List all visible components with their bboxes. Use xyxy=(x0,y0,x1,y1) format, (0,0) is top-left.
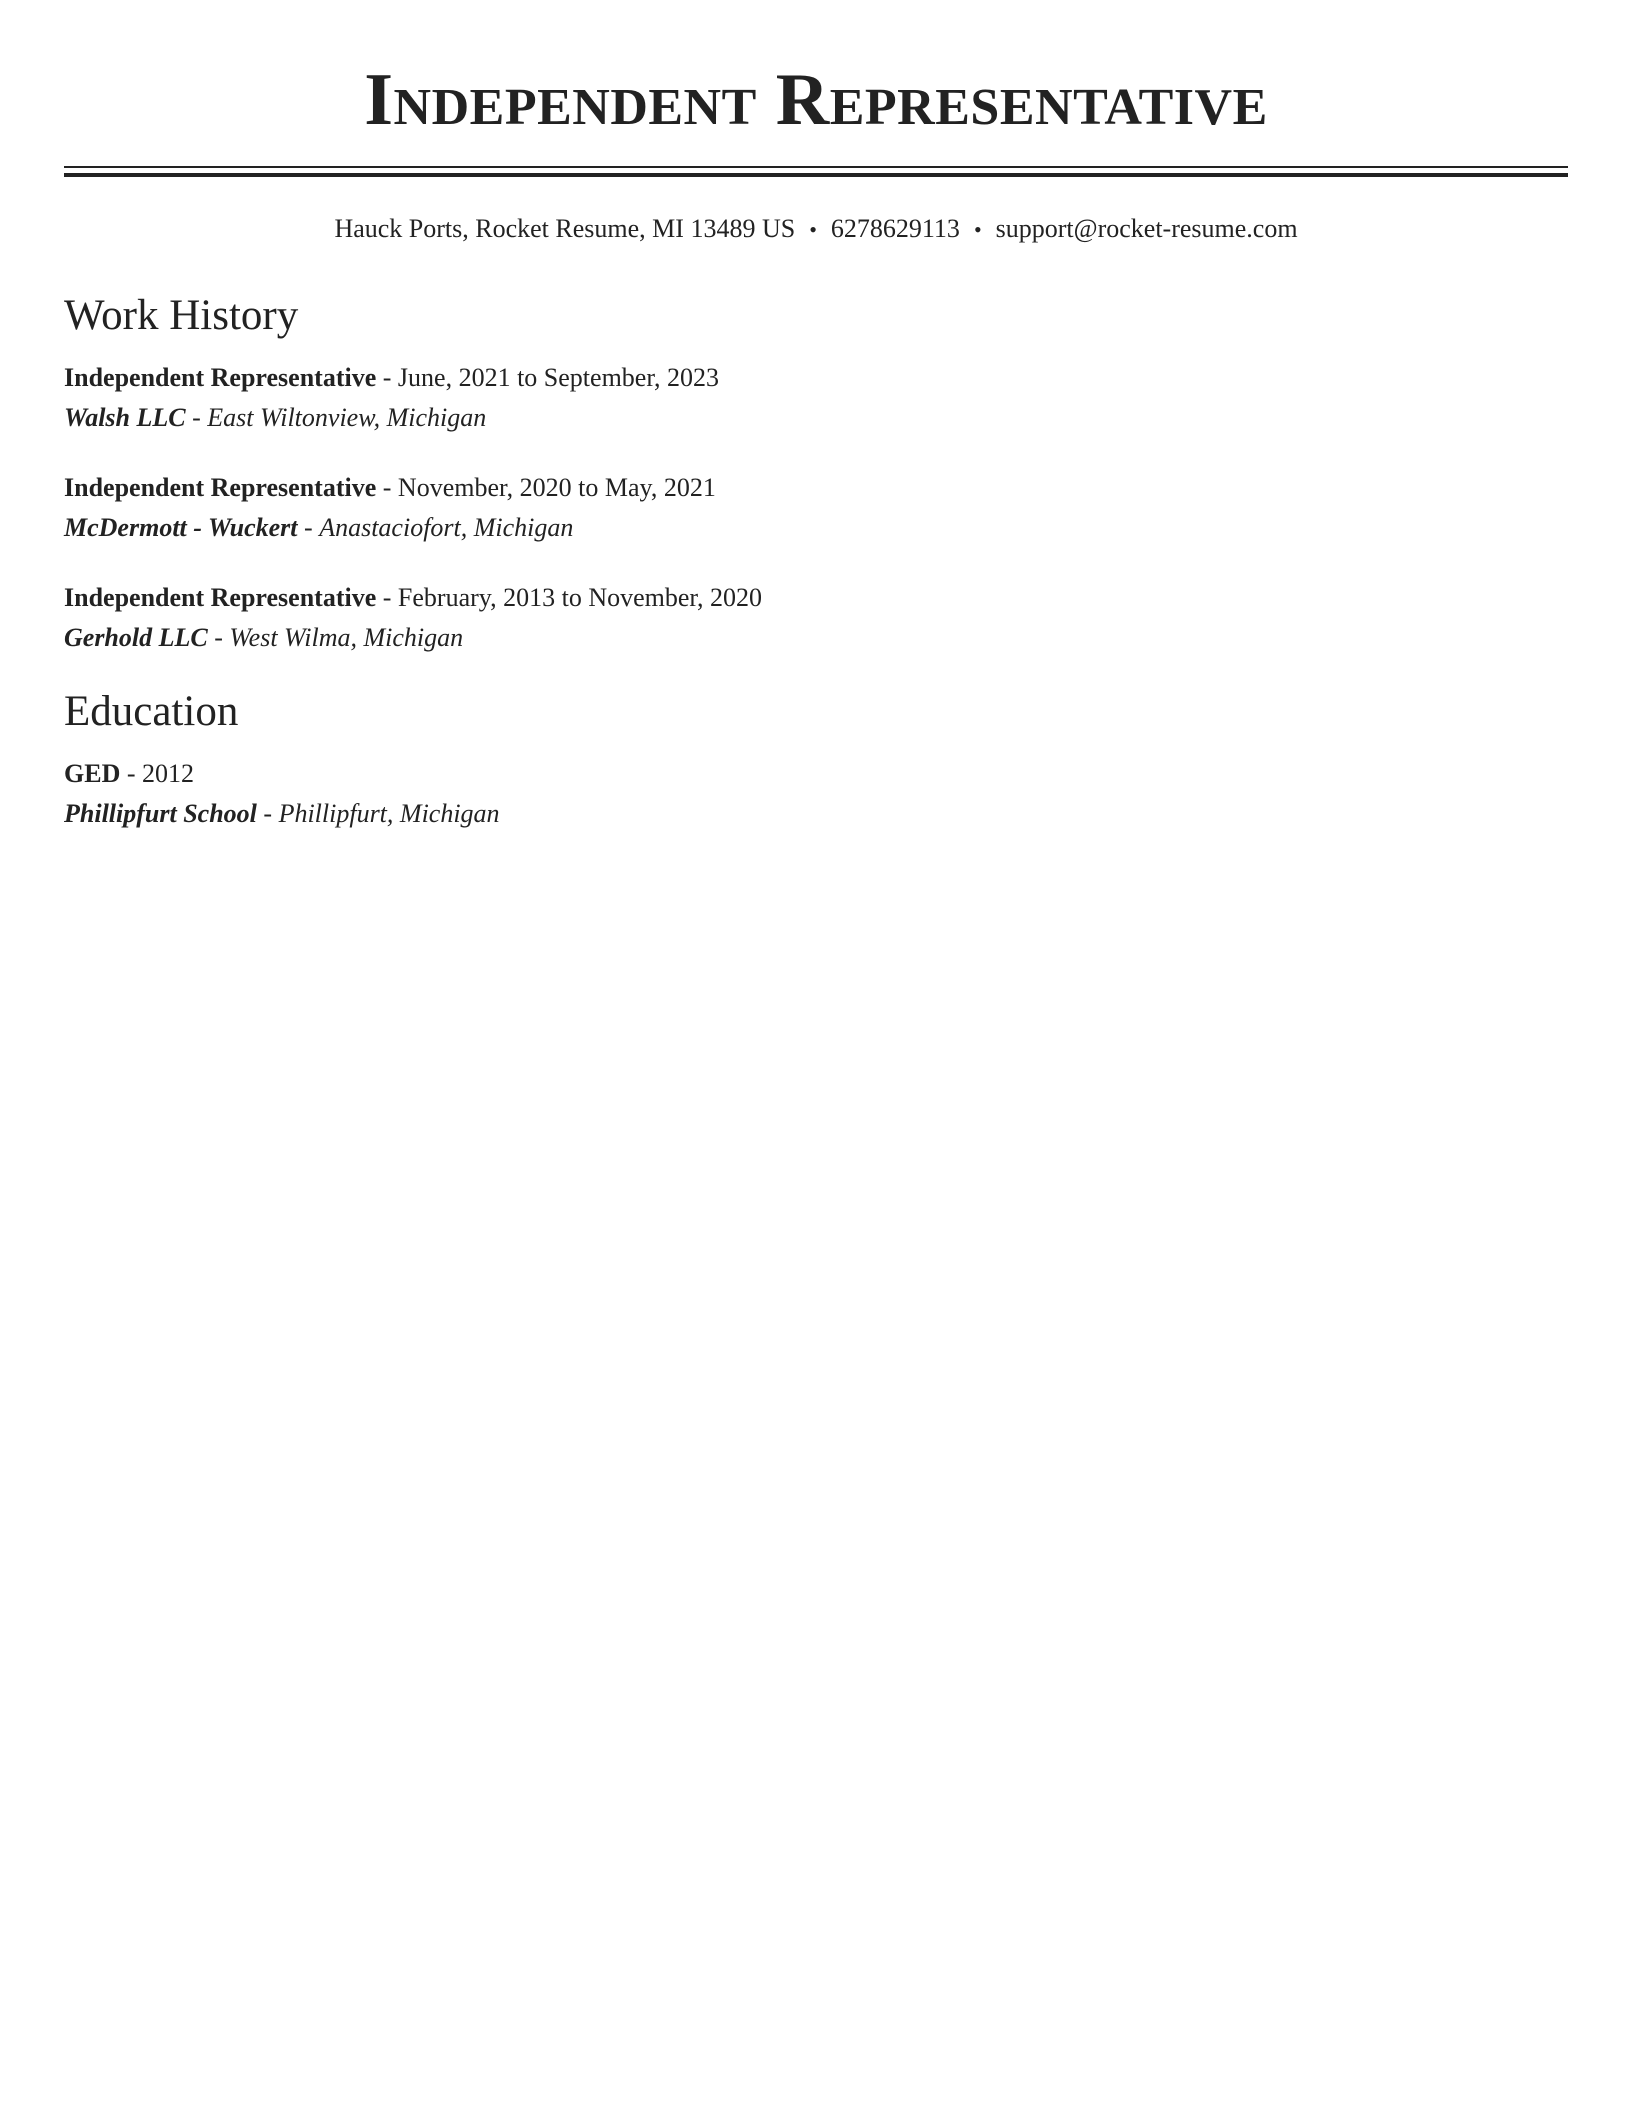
dash-separator: - xyxy=(304,513,313,542)
work-company: Gerhold LLC xyxy=(64,623,208,652)
contact-separator: • xyxy=(973,217,982,242)
work-dates: February, 2013 to November, 2020 xyxy=(397,583,763,612)
education-degree: GED xyxy=(64,759,121,788)
contact-separator: • xyxy=(809,217,817,242)
contact-line xyxy=(64,213,1568,246)
work-entry-company-row xyxy=(64,398,1568,438)
title-divider xyxy=(64,166,1568,177)
work-location: East Wiltonview, Michigan xyxy=(207,403,487,432)
work-dates: November, 2020 to May, 2021 xyxy=(397,473,716,502)
work-dates: June, 2021 to September, 2023 xyxy=(397,363,719,392)
work-position: Independent Representative xyxy=(64,583,377,612)
dash-separator: - xyxy=(192,403,201,432)
dash-separator: - xyxy=(263,799,273,828)
work-location: Anastaciofort, Michigan xyxy=(319,513,574,542)
education-location: Phillipfurt, Michigan xyxy=(278,799,500,828)
work-entry xyxy=(64,358,1568,438)
work-location: West Wilma, Michigan xyxy=(229,623,464,652)
education-entry-school-row xyxy=(64,794,1568,834)
contact-address: Hauck Ports, Rocket Resume, MI 13489 US xyxy=(334,214,796,243)
education-school: Phillipfurt School xyxy=(64,799,257,828)
work-company: Walsh LLC xyxy=(64,403,186,432)
work-entry-title-row xyxy=(64,358,1568,398)
dash-separator: - xyxy=(382,583,392,612)
work-entry xyxy=(64,468,1568,548)
contact-phone: 6278629113 xyxy=(830,214,960,243)
dash-separator: - xyxy=(382,363,392,392)
work-position: Independent Representative xyxy=(64,473,377,502)
dash-separator: - xyxy=(382,473,392,502)
resume-title: Independent Representative xyxy=(364,59,1268,141)
work-entry xyxy=(64,578,1568,658)
work-position: Independent Representative xyxy=(64,363,377,392)
education-heading: Education xyxy=(64,688,239,735)
dash-separator: - xyxy=(126,759,136,788)
education-entry xyxy=(64,754,1568,834)
work-entry-company-row xyxy=(64,508,1568,548)
dash-separator: - xyxy=(214,623,223,652)
work-company: McDermott - Wuckert xyxy=(64,513,298,542)
work-history-heading: Work History xyxy=(64,292,299,339)
education-year: 2012 xyxy=(142,759,195,788)
education-entry-title-row xyxy=(64,754,1568,794)
contact-email: support@rocket-resume.com xyxy=(995,214,1298,243)
work-entry-title-row xyxy=(64,578,1568,618)
work-entry-company-row xyxy=(64,618,1568,658)
work-entry-title-row xyxy=(64,468,1568,508)
